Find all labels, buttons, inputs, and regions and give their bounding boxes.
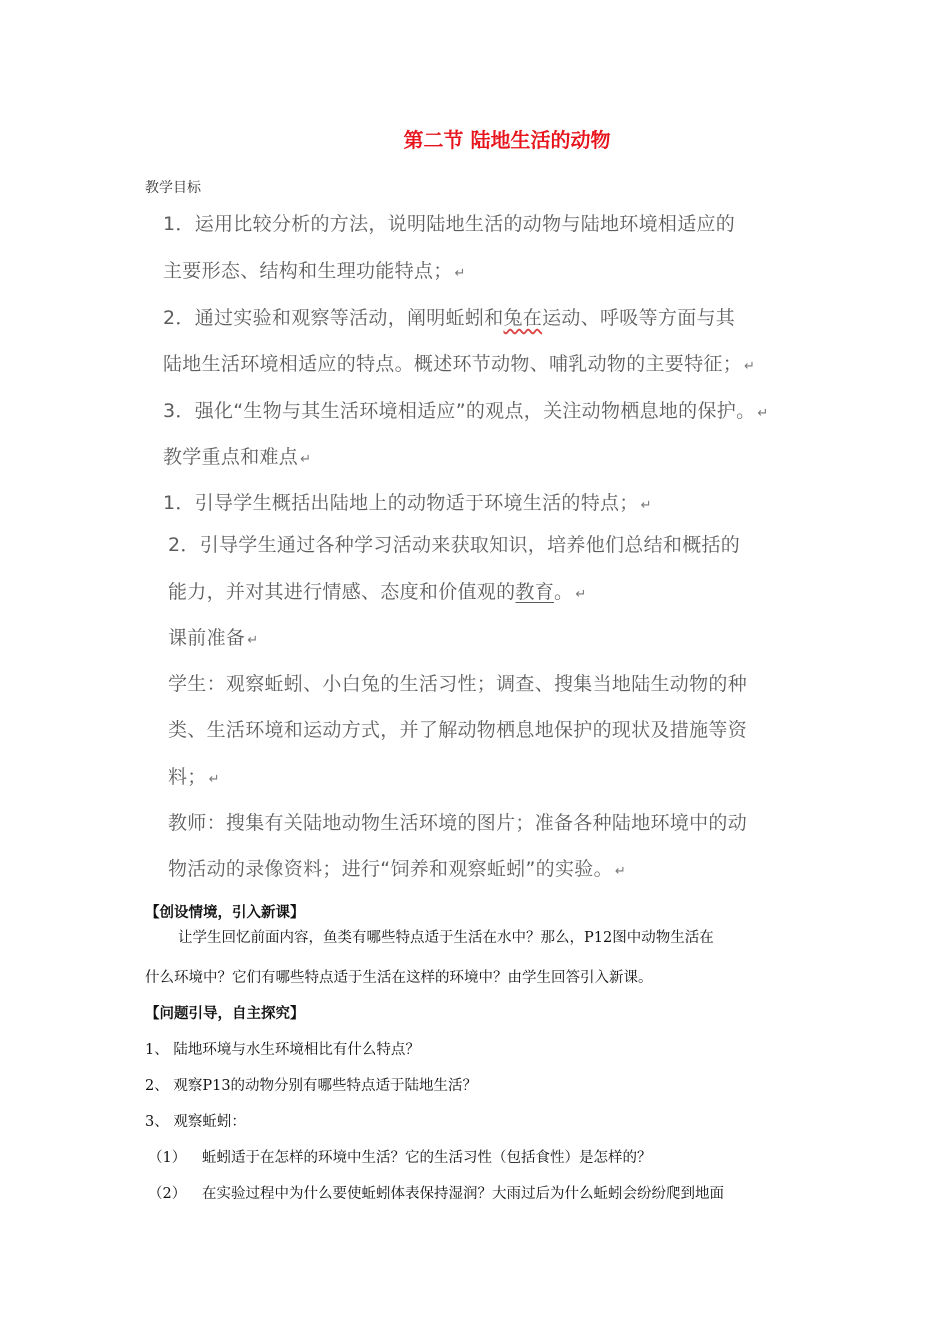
page-title: 第二节 陆地生活的动物 [403, 128, 611, 152]
prep-students-line-1: 学生：观察蚯蚓、小白兔的生活习性；调查、搜集当地陆生动物的种 [168, 673, 748, 695]
paragraph-mark: ↵ [208, 772, 220, 787]
objective-1-line-1: 1．运用比较分析的方法，说明陆地生活的动物与陆地环境相适应的 [163, 213, 736, 235]
sub-question-1-number: （1） [148, 1150, 187, 1166]
prep-students-line-3: 料； ↵ [168, 766, 220, 788]
focus-2-line-1: 2．引导学生通过各种学习活动来获取知识，培养他们总结和概括的 [168, 534, 741, 556]
question-3: 3、 观察蚯蚓： [145, 1114, 246, 1130]
spellcheck-word: 兔在 [503, 307, 543, 329]
objective-2-line-1: 2．通过实验和观察等活动，阐明蚯蚓和兔在运动、呼吸等方面与其 [163, 307, 736, 329]
paragraph-mark: ↵ [454, 266, 466, 281]
objective-2-line-2: 陆地生活环境相适应的特点。概述环节动物、哺乳动物的主要特征； ↵ [163, 353, 756, 375]
prep-students-line-2: 类、生活环境和运动方式，并了解动物栖息地保护的现状及措施等资 [168, 719, 748, 741]
section-heading-explore: 【问题引导，自主探究】 [145, 1005, 305, 1022]
underlined-word: 教育 [515, 581, 555, 603]
sub-question-2-number: （2） [148, 1186, 187, 1202]
paragraph-mark: ↵ [575, 587, 587, 602]
prep-teacher-line-2: 物活动的录像资料；进行“饲养和观察蚯蚓”的实验。 ↵ [168, 858, 627, 880]
question-1: 1、 陆地环境与水生环境相比有什么特点？ [145, 1042, 420, 1058]
section-heading-intro: 【创设情境，引入新课】 [145, 904, 305, 921]
paragraph-mark: ↵ [757, 406, 769, 421]
paragraph-mark: ↵ [614, 864, 627, 879]
objective-1-line-2: 主要形态、结构和生理功能特点； ↵ [163, 260, 466, 282]
objectives-label: 教学目标 [145, 180, 201, 196]
paragraph-mark: ↵ [744, 359, 756, 374]
objective-3: 3．强化“生物与其生活环境相适应”的观点，关注动物栖息地的保护。 ↵ [163, 400, 769, 422]
intro-paragraph-line-1: 让学生回忆前面内容，鱼类有哪些特点适于生活在水中？那么，P12图中动物生活在 [178, 930, 714, 946]
focus-label: 教学重点和难点 ↵ [163, 446, 312, 468]
paragraph-mark: ↵ [640, 498, 652, 513]
intro-paragraph-line-2: 什么环境中？它们有哪些特点适于生活在这样的环境中？由学生回答引入新课。 [145, 970, 653, 986]
paragraph-mark: ↵ [300, 452, 312, 467]
focus-2-line-2: 能力，并对其进行情感、态度和价值观的教育。 ↵ [168, 581, 587, 603]
prep-teacher-line-1: 教师：搜集有关陆地动物生活环境的图片；准备各种陆地环境中的动 [168, 812, 748, 834]
prep-label: 课前准备 ↵ [168, 627, 259, 649]
question-2: 2、 观察P13的动物分别有哪些特点适于陆地生活？ [145, 1078, 478, 1094]
sub-question-1: 蚯蚓适于在怎样的环境中生活？它的生活习性（包括食性）是怎样的？ [202, 1150, 652, 1166]
sub-question-2: 在实验过程中为什么要使蚯蚓体表保持湿润？大雨过后为什么蚯蚓会纷纷爬到地面 [202, 1186, 724, 1202]
focus-1: 1．引导学生概括出陆地上的动物适于环境生活的特点； ↵ [163, 492, 652, 514]
paragraph-mark: ↵ [247, 633, 259, 648]
